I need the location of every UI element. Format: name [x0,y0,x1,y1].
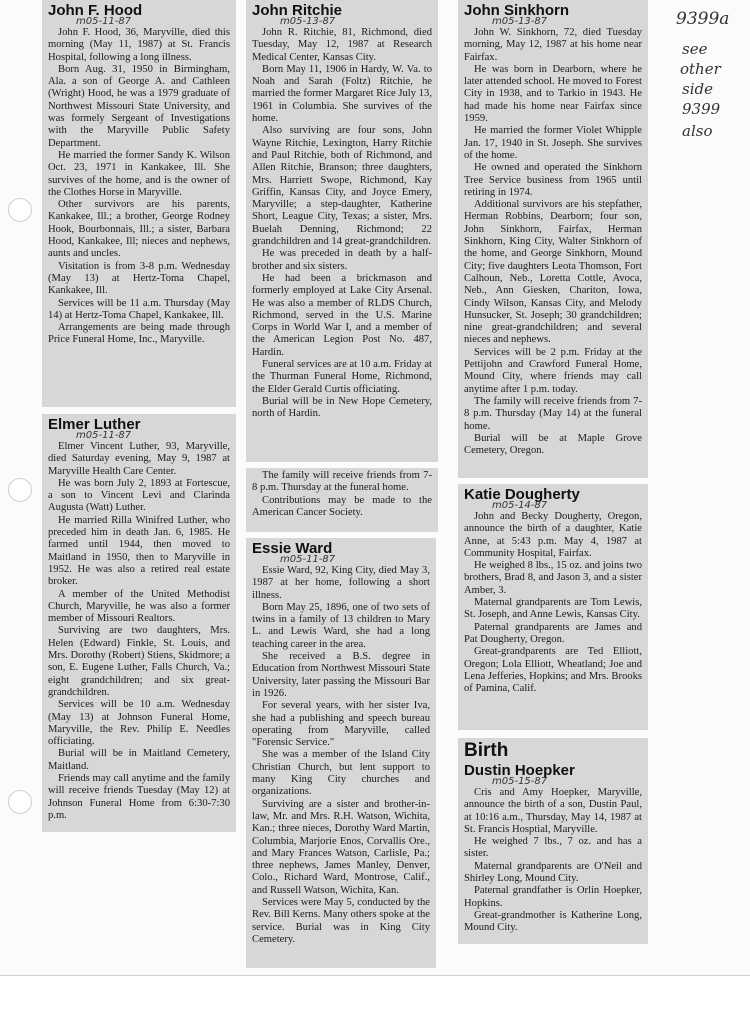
clip-body: Cris and Amy Hoepker, Maryville, announce the birth of a son, Dustin Paul, at 10:16 a.m., Thursday, May 14, 1987 at St. Francis Hosptial, Maryville. He weighed 7 lbs., 7 oz. and has a sister. Maternal grandparents are O'Neil and Shirley Long, Mound City. Paternal grandfather is Orlin Hoepker, Hopkins. Great-grandmother is Katherine Long, Mound City. [464,787,642,934]
handwritten-date: m05-14-87 [492,500,548,511]
handwritten-note-line: 9399 [682,100,721,118]
clip-heading: Elmer Luther [48,416,141,433]
handwritten-date: m05-15-87 [492,776,548,787]
handwritten-date: m05-13-87 [280,16,336,27]
binder-hole [8,198,32,222]
clip-body: John and Becky Dougherty, Oregon, announce the birth of a daughter, Katie Anne, at 5:43 p.m. May 4, 1987 at Community Hospital, Fairfax. He weighed 8 lbs., 15 oz. and joins two brothers, Brad 8, and Jason 3, and a sister Amber, 3. Maternal grandparents are Tom Lewis, St. Joseph, and Anne Lewis, Kansas City. Paternal grandparents are James and Pat Dougherty, Oregon. Great-grandparents are Ted Elliott, Oregon; Lola Elliott, Wheatland; Joe and Lena Jefferies, Hopkins; and Mrs. Brooks of Pamina, Calif. [464,511,642,695]
obituary-john-ritchie [246,0,438,462]
section-heading-birth: Birth [464,740,509,761]
clip-heading: John Sinkhorn [464,2,569,19]
handwritten-date: m05-13-87 [492,16,548,27]
clip-body: Elmer Vincent Luther, 93, Maryville, died Saturday evening, May 9, 1987 at Maryville Health Care Center. He was born July 2, 1893 at Fortescue, a son to Vincent Levi and Clarinda Augusta (Watt) Luther. He married Rilla Winifred Luther, who preceded him in death Jan. 6, 1985. He farmed until 1944, then moved to Maitland in 1950, then to Maryville in 1952. He was also a retired real estate broker. A member of the United Methodist Church, Maryville, he was also a former member of Missouri Realtors. Surviving are two daughters, Mrs. Helen (Edward) Finkle, St. Louis, and Mrs. Dorothy (Robert) Stiens, Skidmore; a son, E. Eugene Luther, Falls Church, Va.; eight grandchildren; and six great-grandchildren. Services will be 10 a.m. Wednesday (May 13) at Johnson Funeral Home, Maryville, the Rev. Philip E. Needles officiating. Burial will be in Maitland Cemetery, Maitland. Friends may call anytime and the family will receive friends Tuesday (May 12) at Johnson Funeral Home from 6:30-7:30 p.m. [48,441,230,821]
obituary-essie-ward [246,538,436,968]
clip-body: Essie Ward, 92, King City, died May 3, 1987 at her home, following a short illness. Born May 25, 1896, one of two sets of twins in a family of 13 children to Mary L. and Lewis Ward, she had a long teaching career in the area. She received a B.S. degree in Education from Northwest Missouri State University, later passing the Missouri Bar in 1926. For several years, with her sister Iva, she had a publishing and speech bureau operating from Maryville, called "Forensic Service." She was a member of the Island City Christian Church, but lent support to many King City churches and organizations. Surviving are a sister and brother-in-law, Mr. and Mrs. R.H. Watson, Wichita, Kan.; three nieces, Dorothy Ward Martin, Columbia, Marjorie Enos, Corvallis Ore., and Mary Frances Watson, Carlisle, Pa.; three nephews, James Manley, Denver, Colo., Richard Ward, Montrose, Calif., and Russell Watson, Wichita, Kan. Services were May 5, conducted by the Rev. Bill Kerns. Many others spoke at the service. Burial was in King City Cemetery. [252,565,430,945]
obituary-john-ritchie-continued [246,468,438,532]
birth-dustin-hoepker [458,738,648,944]
birth-katie-dougherty [458,484,648,730]
obituary-elmer-luther [42,414,236,832]
clip-body: John R. Ritchie, 81, Richmond, died Tuesday, May 12, 1987 at Research Medical Center, Kansas City. Born May 11, 1906 in Hardy, W. Va. to Noah and Sarah (Foltz) Ritchie, he married the former Margaret Rice July 13, 1961 in Columbia. She survives of the home. Also surviving are four sons, John Wayne Ritchie, Lexington, Harry Ritchie and Paul Ritchie, both of Richmond, and Allen Ritchie, Branson; three daughters, Mrs. Harriett Swope, Richmond, Kay Griffin, Kansas City, and Joyce Emery, Maryville; a step-daughter, Katherine Short, League City, Texas; a sister, Mrs. Buelah Denning, Richmond; 22 grandchildren and 14 great-grandchildren. He was preceded in death by a half-brother and six sisters. He had been a brickmason and formerly employed at Lake City Arsenal. He was also a member of RLDS Church, Richmond, served in the U.S. Marine Corps in World War I, and a member of the American Legion Post No. 487, Hardin. Funeral services are at 10 a.m. Friday at the Thurman Funeral Home, Richmond, the Elder Gerald Curtis officiating. Burial will be in New Hope Cemetery, north of Hardin. [252,27,432,420]
clip-body: John F. Hood, 36, Maryville, died this morning (May 11, 1987) at St. Francis Hospital, following a long illness. Born Aug. 31, 1950 in Birmingham, Ala. a son of George A. and Cathleen (Wright) Hood, he was a 1979 graduate of Northwest Missouri State University, and was formely Sergeant of Investigations with the Maryville Public Safety Department. He married the former Sandy K. Wilson Oct. 23, 1971 in Kankakee, Ill. She survives of the home, and is the owner of the Clothes Horse in Maryville. Other survivors are his parents, Kankakee, Ill.; a brother, George Rodney Hook, Bourbonnais, Ill.; a sister, Barbara Hood, Kankakee, Ill; nieces and nephews, aunts and uncles. Visitation is from 3-8 p.m. Wednesday (May 13) at Hertz-Toma Chapel, Kankakee, Ill. Services will be 11 a.m. Thursday (May 14) at Hertz-Toma Chapel, Kankakee, Ill. Arrangements are being made through Price Funeral Home, Inc., Maryville. [48,27,230,346]
clip-body: John W. Sinkhorn, 72, died Tuesday morning, May 12, 1987 at his home near Fairfax. He was born in Dearborn, where he later attended school. He moved to Forest City in 1938, and to Tarkio in 1943. He had made his home near Fairfax since 1959. He married the former Violet Whipple Jan. 17, 1940 in St. Joseph. She survives of the home. He owned and operated the Sinkhorn Tree Service business from 1965 until retiring in 1974. Additional survivors are his stepfather, Herman Robbins, Dearborn; four son, John Sinkhorn, Fairfax, Herman Sinkhorn, King City, Walter Sinkhorn of the home, and George Sinkhorn, Mound City; five daughters Leota Thomson, Fort Calhoun, Neb., Loretta Cottle, Avoca, Neb., Ann Giesken, Chariton, Iowa, Cindy Wilson, Kansas City, and Melody Hunsucker, St. Joseph; 30 grandchildren; nine great-grandchildren; and several nieces and nephews. Services will be 2 p.m. Friday at the Pettijohn and Crawford Funeral Home, Mound City, where friends may call anytime after 1 p.m. today. The family will receive friends from 7-8 p.m. Thursday (May 14) at the funeral home. Burial will be at Maple Grove Cemetery, Oregon. [464,27,642,457]
clip-heading: Essie Ward [252,540,333,557]
clip-heading: John F. Hood [48,2,143,19]
handwritten-date: m05-11-87 [76,16,132,27]
clip-body: The family will receive friends from 7-8 p.m. Thursday at the funeral home. Contributions may be made to the American Cancer Society. [252,470,432,518]
clip-heading: Dustin Hoepker [464,762,575,779]
binder-hole [8,478,32,502]
handwritten-note-line: see [682,40,708,58]
handwritten-date: m05-11-87 [280,554,336,565]
handwritten-note-line: also [682,122,713,140]
binder-hole [8,790,32,814]
clip-heading: John Ritchie [252,2,343,19]
handwritten-id-note: 9399a [676,9,730,29]
clip-heading: Katie Dougherty [464,486,580,503]
handwritten-note-line: side [682,80,713,98]
handwritten-note-line: other [680,60,721,78]
obituary-john-sinkhorn [458,0,648,478]
obituary-john-hood [42,0,236,407]
handwritten-date: m05-11-87 [76,430,132,441]
